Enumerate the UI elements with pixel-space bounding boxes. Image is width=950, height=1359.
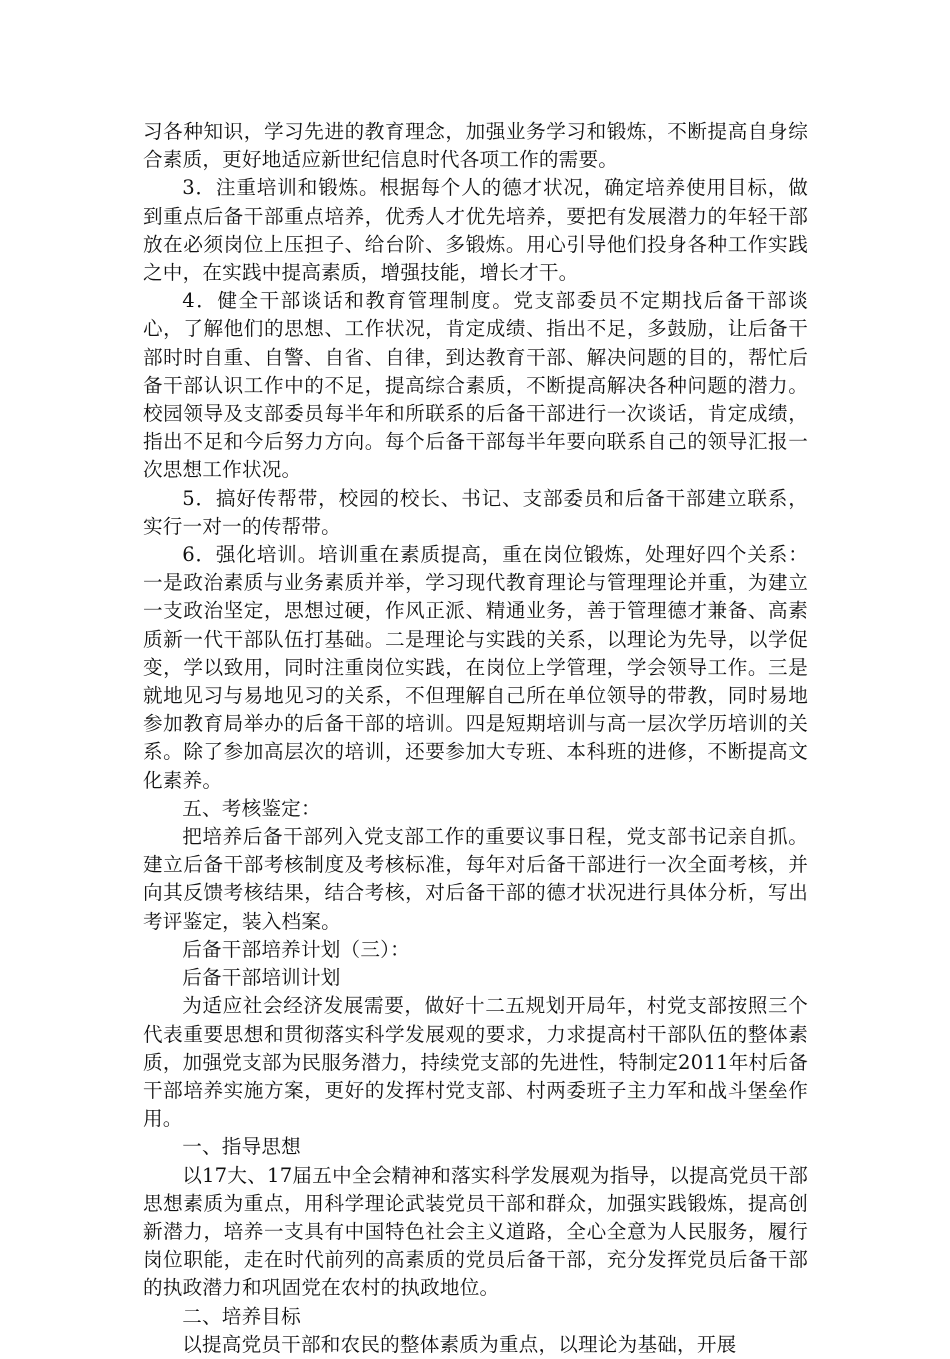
document-body [143, 118, 808, 1359]
paragraph-item-5: 5．搞好传帮带，校园的校长、书记、支部委员和后备干部建立联系，实行一对一的传帮带。 [143, 486, 808, 538]
paragraph-training-goal: 以提高党员干部和农民的整体素质为重点，以理论为基础，开展 [182, 1332, 737, 1356]
paragraph-continued: 习各种知识，学习先进的教育理念，加强业务学习和锻炼，不断提高自身综合素质，更好地适应新世纪信息时代各项工作的需要。 [143, 120, 808, 172]
section-heading-training-plan: 后备干部培训计划 [182, 966, 341, 990]
paragraph-assessment: 把培养后备干部列入党支部工作的重要议事日程，党支部书记亲自抓。建立后备干部考核制度及考核标准，每年对后备干部进行一次全面考核，并向其反馈考核结果，结合考核，对后备干部的德才状况进行具体分析，写出考评鉴定，装入档案。 [143, 825, 808, 933]
section-heading-plan-three: 后备干部培养计划（三）： [182, 937, 410, 961]
paragraph-item-6: 6．强化培训。培训重在素质提高，重在岗位锻炼，处理好四个关系：一是政治素质与业务素质并举，学习现代教育理论与管理理论并重，为建立一支政治坚定，思想过硬，作风正派、精通业务，善于管理德才兼备、高素质新一代干部队伍打基础。二是理论与实践的关系，以理论为先导，以学促变，学以致用，同时注重岗位实践，在岗位上学管理，学会领导工作。三是就地见习与易地见习的关系，不但理解自己所在单位领导的带教，同时易地参加教育局举办的后备干部的培训。四是短期培训与高一层次学历培训的关系。除了参加高层次的培训，还要参加大专班、本科班的进修，不断提高文化素养。 [143, 543, 808, 792]
section-heading-training-goal: 二、培养目标 [182, 1304, 301, 1328]
paragraph-guiding-thought: 以17大、17届五中全会精神和落实科学发展观为指导，以提高党员干部思想素质为重点，用科学理论武装党员干部和群众，加强实践锻炼，提高创新潜力，培养一支具有中国特色社会主义道路，全心全意为人民服务，履行岗位职能，走在时代前列的高素质的党员后备干部，充分发挥党员后备干部的执政潜力和巩固党在农村的执政地位。 [143, 1163, 808, 1300]
paragraph-item-4: 4．健全干部谈话和教育管理制度。党支部委员不定期找后备干部谈心，了解他们的思想、工作状况，肯定成绩、指出不足，多鼓励，让后备干部时时自重、自警、自省、自律，到达教育干部、解决问题的目的，帮忙后备干部认识工作中的不足，提高综合素质，不断提高解决各种问题的潜力。校园领导及支部委员每半年和所联系的后备干部进行一次谈话，肯定成绩，指出不足和今后努力方向。每个后备干部每半年要向联系自己的领导汇报一次思想工作状况。 [143, 289, 808, 482]
section-heading-assessment: 五、考核鉴定： [182, 796, 321, 820]
paragraph-item-3: 3．注重培训和锻炼。根据每个人的德才状况，确定培养使用目标，做到重点后备干部重点培养，优秀人才优先培养，要把有发展潜力的年轻干部放在必须岗位上压担子、给台阶、多锻炼。用心引导他们投身各种工作实践之中，在实践中提高素质，增强技能，增长才干。 [143, 176, 808, 285]
paragraph-intro: 为适应社会经济发展需要，做好十二五规划开局年，村党支部按照三个代表重要思想和贯彻落实科学发展观的要求，力求提高村干部队伍的整体素质，加强党支部为民服务潜力，持续党支部的先进性，特制定2011年村后备干部培养实施方案，更好的发挥村党支部、村两委班子主力军和战斗堡垒作用。 [143, 994, 808, 1131]
section-heading-guiding-thought: 一、指导思想 [182, 1135, 301, 1159]
